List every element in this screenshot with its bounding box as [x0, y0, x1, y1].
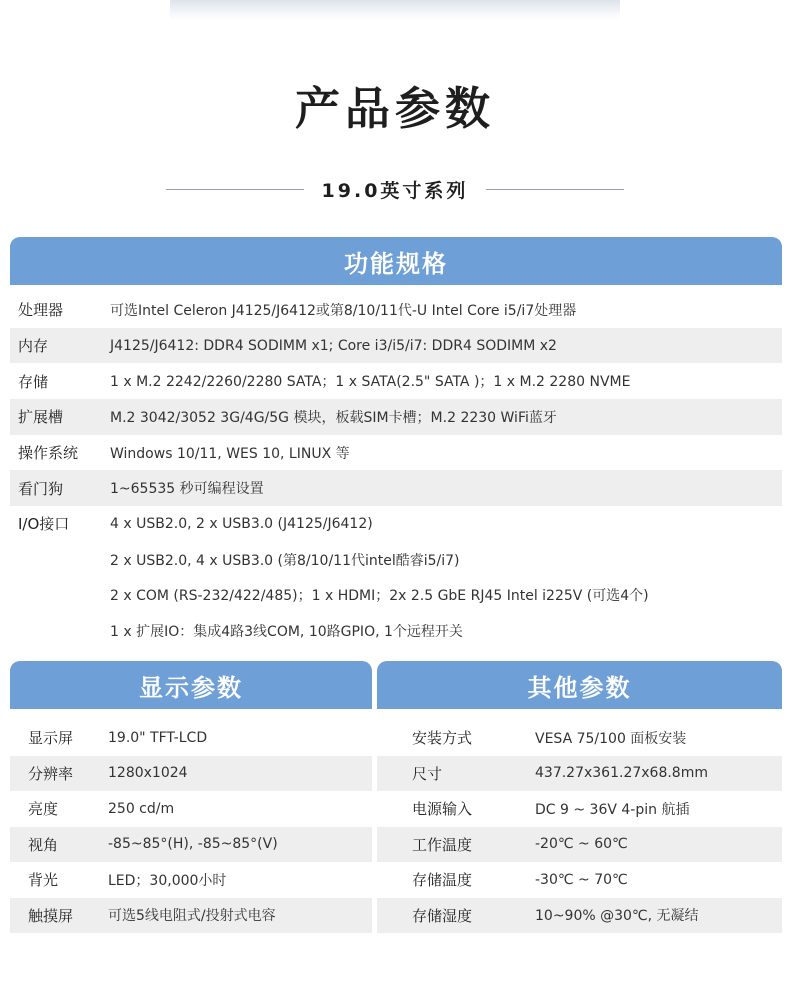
display-key: 亮度 [28, 800, 59, 819]
spec-key: 存储 [18, 372, 49, 391]
other-value: DC 9 ~ 36V 4-pin 航插 [535, 801, 690, 818]
spec-row [10, 542, 782, 578]
spec-key: 内存 [18, 337, 49, 356]
display-section-title: 显示参数 [139, 673, 243, 702]
display-value: -85~85°(H), -85~85°(V) [108, 836, 278, 853]
other-key: 电源输入 [412, 800, 473, 819]
other-table [377, 720, 782, 933]
other-value: 437.27x361.27x68.8mm [535, 765, 708, 782]
divider-left [166, 189, 304, 190]
display-value: 19.0" TFT-LCD [108, 729, 208, 746]
spec-section-title: 功能规格 [344, 249, 448, 278]
display-row [10, 862, 372, 898]
spec-row [10, 363, 782, 399]
other-row [377, 720, 782, 756]
spec-row [10, 578, 782, 614]
spec-key: 操作系统 [18, 444, 79, 463]
other-key: 存储湿度 [412, 906, 473, 925]
other-key: 存储温度 [412, 871, 473, 890]
display-row [10, 898, 372, 934]
page-title: 产品参数 [294, 82, 495, 135]
display-key: 触摸屏 [28, 906, 74, 925]
other-value: VESA 75/100 面板安装 [535, 730, 687, 747]
other-section-title: 其他参数 [527, 673, 632, 702]
other-key: 尺寸 [412, 764, 443, 783]
display-row [10, 720, 372, 756]
spec-section-header [10, 237, 782, 285]
other-row [377, 862, 782, 898]
spec-row [10, 506, 782, 542]
spec-key: 看门狗 [18, 479, 64, 498]
spec-row [10, 292, 782, 328]
display-key: 显示屏 [28, 729, 74, 748]
other-value: -30℃ ~ 70℃ [535, 871, 628, 888]
display-row [10, 791, 372, 827]
spec-table [10, 292, 782, 649]
display-key: 背光 [28, 871, 59, 890]
spec-row [10, 435, 782, 471]
spec-key: 扩展槽 [18, 408, 64, 427]
other-row [377, 791, 782, 827]
display-value: 可选5线电阻式/投射式电容 [108, 908, 276, 925]
series-subtitle-row [0, 174, 790, 204]
spec-value: 2 x USB2.0, 4 x USB3.0 (第8/10/11代intel酷睿i5/i7) [110, 552, 460, 569]
display-key: 视角 [28, 835, 59, 854]
spec-value: M.2 3042/3052 3G/4G/5G 模块，板载SIM卡槽；M.2 2230 WiFi蓝牙 [110, 409, 557, 426]
other-value: 10~90% @30℃, 无凝结 [535, 908, 699, 925]
spec-value: 1 x 扩展IO：集成4路3线COM, 10路GPIO, 1个远程开关 [110, 624, 463, 641]
spec-value: Windows 10/11, WES 10, LINUX 等 [110, 445, 350, 462]
spec-row [10, 613, 782, 649]
display-table [10, 720, 372, 933]
display-row [10, 756, 372, 792]
other-row [377, 756, 782, 792]
spec-row [10, 328, 782, 364]
display-row [10, 827, 372, 863]
other-key: 安装方式 [412, 729, 473, 748]
series-subtitle: 19.0英寸系列 [321, 179, 469, 202]
display-value: 1280x1024 [108, 765, 188, 782]
spec-value: 可选Intel Celeron J4125/J6412或第8/10/11代-U Intel Core i5/i7处理器 [110, 302, 577, 319]
other-value: -20℃ ~ 60℃ [535, 836, 628, 853]
spec-value: 1 x M.2 2242/2260/2280 SATA；1 x SATA(2.5" SATA )；1 x M.2 2280 NVME [110, 374, 631, 391]
divider-right [486, 189, 624, 190]
display-section-header [10, 661, 372, 709]
spec-value: 4 x USB2.0, 2 x USB3.0 (J4125/J6412) [110, 515, 373, 532]
other-key: 工作温度 [412, 835, 473, 854]
display-key: 分辨率 [28, 764, 74, 783]
spec-value: 1~65535 秒可编程设置 [110, 481, 264, 498]
spec-value: J4125/J6412: DDR4 SODIMM x1; Core i3/i5/i7: DDR4 SODIMM x2 [110, 337, 557, 354]
spec-value: 2 x COM (RS-232/422/485)；1 x HDMI；2x 2.5 GbE RJ45 Intel i225V (可选4个) [110, 588, 649, 605]
spec-row [10, 470, 782, 506]
spec-key: I/O接口 [18, 515, 70, 534]
other-row [377, 827, 782, 863]
other-row [377, 898, 782, 934]
display-value: 250 cd/m [108, 800, 175, 817]
spec-key: 处理器 [18, 301, 64, 320]
spec-row [10, 399, 782, 435]
display-value: LED；30,000小时 [108, 872, 227, 889]
top-banner-edge [170, 0, 620, 20]
other-section-header [377, 661, 782, 709]
